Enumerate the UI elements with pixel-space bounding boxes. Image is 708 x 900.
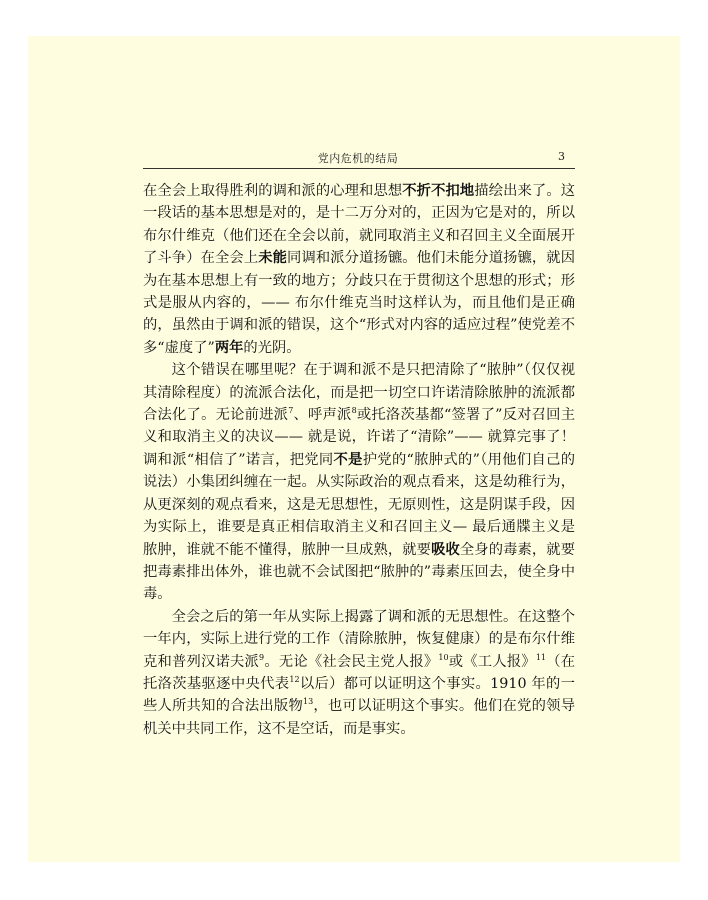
footnote-marker: 13 xyxy=(303,697,314,707)
text-run: 或托洛茨基都“签署了”反对召回主义和取消主义的决议—— 就是说，许诺了“清除”—— 就算完事了！调和派“相信了”诺言，把党同 xyxy=(143,407,575,468)
paragraph xyxy=(143,359,575,605)
text-run: 同调和派分道扬镳。他们未能分道扬镳，就因为在基本思想上有一致的地方；分歧只在于贯彻这个思想的形式；形式是服从内容的，—— 布尔什维克当时这样认为，而且他们是正确的，虽然由于调和派的错误，这个“形式对内容的适应过程”使党差不多“虚度了” xyxy=(143,250,576,356)
text-run: 、呼声派 xyxy=(293,407,352,424)
paragraph xyxy=(143,606,575,740)
text-run: 。无论《社会民主党人报》 xyxy=(264,653,439,670)
text-run: 全会之后的第一年从实际上揭露了调和派的无思想性。在这整个一年内，实际上进行党的工作（清除脓肿，恢复健康）的是布尔什维克和普列汉诺夫派 xyxy=(143,608,575,670)
text-run: ，也可以证明这个事实。他们在党的领导机关中共同工作，这不是空话，而是事实。 xyxy=(143,698,576,737)
header-rule xyxy=(143,168,575,169)
footnote-marker: 10 xyxy=(438,652,449,662)
emphasis-text: 未能 xyxy=(258,250,288,267)
footnote-marker: 12 xyxy=(289,675,300,685)
text-run: 在全会上取得胜利的调和派的心理和思想 xyxy=(143,183,403,199)
text-run: （在托洛茨基驱逐中央代表 xyxy=(143,653,576,692)
text-run: 以后）都可以证明这个事实。1910 年的一些人所共知的合法出版物 xyxy=(143,675,575,715)
paragraph xyxy=(143,180,575,359)
text-run: 这个错误在哪里呢？在于调和派不是只把清除了“脓肿”（仅仅视其清除程度）的流派合法化，而是把一切空口许诺清除脓肿的流派都合法化了。无论前进派 xyxy=(143,362,575,424)
body-text xyxy=(143,180,575,740)
emphasis-text: 不折不扣地 xyxy=(402,183,475,199)
emphasis-text: 两年 xyxy=(214,339,244,356)
running-title: 党内危机的结局 xyxy=(317,152,399,165)
footnote-marker: 7 xyxy=(288,406,294,416)
text-run: 或《工人报》 xyxy=(448,653,536,670)
running-header xyxy=(143,148,573,166)
footnote-marker: 11 xyxy=(535,652,547,662)
emphasis-text: 不是 xyxy=(333,451,363,468)
emphasis-text: 吸收 xyxy=(431,541,460,558)
text-run: 全身的毒素，就要把毒素排出体外，谁也就不会试图把“脓肿的”毒素压回去，使全身中毒。 xyxy=(143,541,576,603)
page-number: 3 xyxy=(558,150,565,163)
text-run: 描绘出来了。这一段话的基本思想是对的，是十二万分对的，正因为它是对的，所以布尔什维克（他们还在全会以前，就同取消主义和召回主义全面展开了斗争）在全会上 xyxy=(143,183,576,267)
footnote-marker: 9 xyxy=(259,652,265,662)
text-run: 的光阴。 xyxy=(243,339,301,356)
footnote-marker: 8 xyxy=(351,406,357,416)
text-run: 护党的“脓肿式的”（用他们自己的说法）小集团纠缠在一起。从实际政治的观点看来，这是幼稚行为，从更深刻的观点看来，这是无思想性，无原则性，这是阴谋手段，因为实际上，谁要是真正相信取消主义和召回主义— 最后通牒主义是脓肿，谁就不能不懂得，脓肿一旦成熟，就要 xyxy=(143,451,575,558)
